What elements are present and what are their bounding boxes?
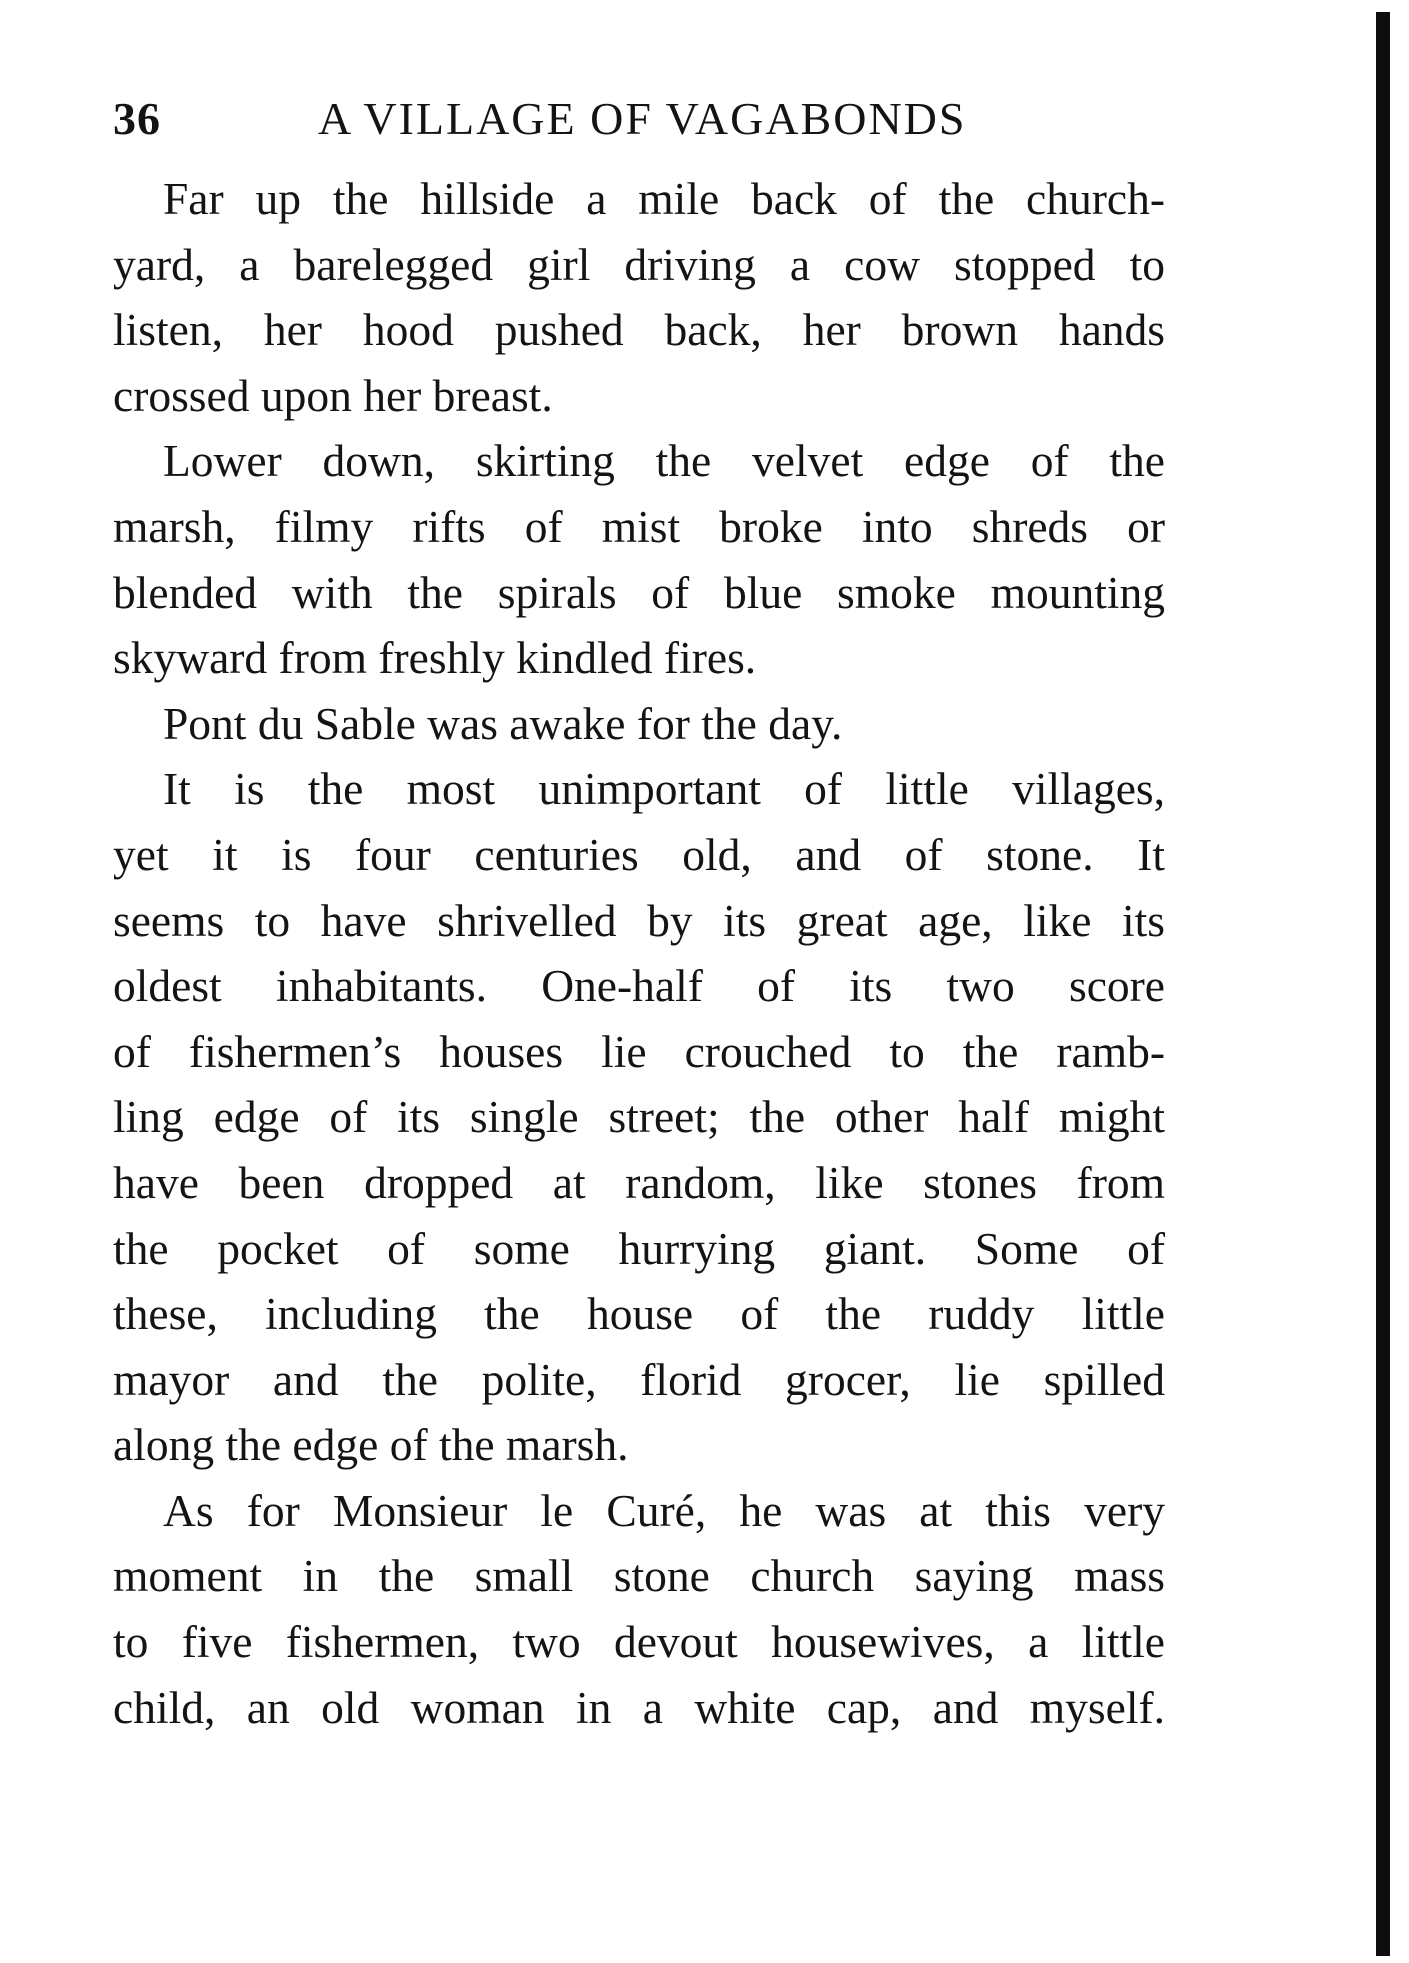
text-line: Pont du Sable was awake for the day. [163, 697, 843, 749]
text-line: crossed upon her breast. [113, 369, 553, 421]
text-line: have been dropped at random, like stones from [113, 1156, 1165, 1208]
text-line: It is the most unimportant of little villages, [163, 763, 1165, 815]
page-number: 36 [113, 93, 161, 144]
paragraph [113, 756, 1165, 1478]
paragraph [113, 691, 1165, 757]
text-line: the pocket of some hurrying giant. Some of [113, 1222, 1165, 1274]
text-line: blended with the spirals of blue smoke mounting [113, 566, 1165, 618]
text-line: these, including the house of the ruddy little [113, 1288, 1165, 1340]
text-line: yet it is four centuries old, and of stone. It [113, 828, 1165, 880]
paragraph [113, 428, 1165, 690]
text-line: seems to have shrivelled by its great age, like its [113, 894, 1165, 946]
text-line: skyward from freshly kindled fires. [113, 632, 757, 684]
text-line: along the edge of the marsh. [113, 1419, 629, 1471]
text-line: yard, a barelegged girl driving a cow stopped to [113, 238, 1165, 290]
body-text [113, 166, 1165, 1740]
text-line: listen, her hood pushed back, her brown hands [113, 304, 1165, 356]
running-title: A VILLAGE OF VAGABONDS [318, 93, 967, 144]
text-line: of fishermen’s houses lie crouched to the ramb- [113, 1025, 1165, 1077]
text-line: mayor and the polite, florid grocer, lie spilled [113, 1353, 1165, 1405]
text-line: Far up the hillside a mile back of the church- [163, 173, 1165, 224]
text-line: to five fishermen, two devout housewives, a little [113, 1616, 1165, 1668]
text-line: moment in the small stone church saying mass [113, 1550, 1165, 1602]
text-line: ling edge of its single street; the other half might [113, 1091, 1165, 1143]
text-line: oldest inhabitants. One-half of its two score [113, 960, 1165, 1012]
paragraph [113, 1478, 1165, 1740]
text-line: As for Monsieur le Curé, he was at this very [163, 1484, 1165, 1536]
text-line: child, an old woman in a white cap, and myself. [113, 1681, 1165, 1733]
paragraph [113, 166, 1165, 428]
text-line: marsh, filmy rifts of mist broke into shreds or [113, 500, 1165, 552]
running-head [113, 92, 1173, 148]
page-edge-shadow [1376, 12, 1390, 1956]
text-line: Lower down, skirting the velvet edge of the [163, 435, 1165, 487]
